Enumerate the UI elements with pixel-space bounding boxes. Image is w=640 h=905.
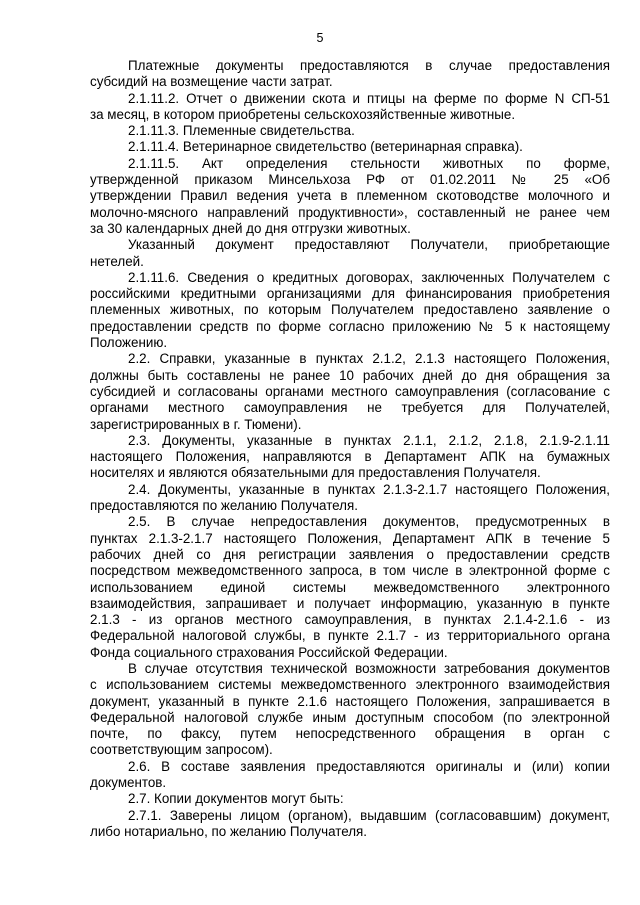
text-line: должны быть составлены не ранее 10 рабочих дней до дня обращения за [90, 367, 610, 383]
text-line: либо нотариально, по желанию Получателя. [90, 823, 368, 839]
text-line: взаимодействия, запрашивает и получает информацию, указанную в пункте [90, 595, 610, 611]
paragraph [90, 433, 610, 482]
text-line: 2.7.1. Заверены лицом (органом), выдавшим (согласовавшим) документ, [128, 807, 610, 823]
text-line: 2.1.11.6. Сведения о кредитных договорах, заключенных Получателем с [128, 269, 610, 285]
text-line: российскими кредитными организациями для финансирования приобретения [90, 286, 610, 302]
paragraph [90, 661, 610, 759]
paragraph [90, 156, 610, 237]
document-body [90, 58, 610, 840]
text-line: Фонда социального страхования Российской Федерации. [90, 644, 448, 660]
text-line: настоящего Положения, направляются в Департамент АПК на бумажных [90, 449, 610, 465]
paragraph [90, 58, 610, 91]
text-line: 2.7. Копии документов могут быть: [128, 791, 344, 807]
paragraph [90, 759, 610, 792]
text-line: 2.1.11.3. Племенные свидетельства. [128, 123, 355, 139]
paragraph [90, 351, 610, 432]
paragraph [90, 123, 610, 139]
text-line: Федеральной налоговой службе иным доступным способом (по электронной [90, 709, 610, 725]
paragraph [90, 514, 610, 661]
text-line: нетелей. [90, 253, 144, 269]
text-line: 2.5. В случае непредоставления документов, предусмотренных в [128, 514, 610, 530]
text-line: 2.1.11.5. Акт определения стельности животных по форме, [128, 155, 610, 171]
text-line: носителях и являются обязательными для предоставления Получателя. [90, 465, 541, 481]
text-line: 2.1.11.2. Отчет о движении скота и птицы на ферме по форме N СП-51 [128, 90, 610, 106]
paragraph [90, 91, 610, 124]
text-line: субсидией и согласованы органами местного самоуправления (согласование с [90, 383, 610, 399]
paragraph [90, 270, 610, 351]
paragraph [90, 791, 610, 807]
text-line: документов. [90, 775, 167, 791]
text-line: с использованием системы межведомственного электронного взаимодействия [90, 677, 610, 693]
text-line: субсидий на возмещение части затрат. [90, 74, 333, 90]
text-line: 2.4. Документы, указанные в пунктах 2.1.3-2.1.7 настоящего Положения, [128, 481, 610, 497]
text-line: за месяц, в котором приобретены сельскохозяйственные животные. [90, 106, 516, 122]
text-line: использованием единой системы межведомственного электронного [90, 579, 610, 595]
page-number: 5 [316, 31, 324, 45]
text-line: соответствующим запросом). [90, 742, 273, 758]
text-line: 2.3. Документы, указанные в пунктах 2.1.1, 2.1.2, 2.1.8, 2.1.9-2.1.11 [128, 432, 610, 448]
text-line: 2.1.11.4. Ветеринарное свидетельство (ветеринарная справка). [128, 139, 523, 155]
text-line: почте, по факсу, путем непосредственного обращения в орган с [90, 726, 610, 742]
text-line: предоставлении средств по форме согласно приложению № 5 к настоящему [90, 318, 610, 334]
text-line: племенных животных, по которым Получателем предоставлено заявление о [90, 302, 610, 318]
text-line: рабочих дней со дня регистрации заявления о предоставлении средств [90, 546, 610, 562]
text-line: Положению. [90, 335, 168, 351]
text-line: утверждении Правил ведения учета в племенном скотоводстве молочного и [90, 188, 610, 204]
text-line: зарегистрированных в г. Тюмени). [90, 416, 302, 432]
paragraph [90, 808, 610, 841]
text-line: документ, указанный в пункте 2.1.6 настоящего Положения, запрашивается в [90, 693, 610, 709]
text-line: посредством межведомственного запроса, в том числе в электронной форме с [90, 563, 610, 579]
text-line: за 30 календарных дней до дня отгрузки животных. [90, 220, 411, 236]
text-line: молочно-мясного направлений продуктивности», составленный не ранее чем [90, 204, 610, 220]
paragraph [90, 237, 610, 270]
paragraph [90, 139, 610, 155]
text-line: Платежные документы предоставляются в случае предоставления [128, 58, 610, 73]
text-line: органами местного самоуправления не требуется для Получателей, [90, 400, 610, 416]
text-line: утвержденной приказом Минсельхоза РФ от 01.02.2011 № 25 «Об [90, 172, 610, 188]
text-line: предоставляются по желанию Получателя. [90, 498, 358, 514]
text-line: Федеральной налоговой службы, в пункте 2.1.7 - из территориального органа [90, 628, 610, 644]
text-line: 2.6. В составе заявления предоставляются оригиналы и (или) копии [128, 758, 610, 774]
text-line: пунктах 2.1.3-2.1.7 настоящего Положения, Департамент АПК в течение 5 [90, 530, 610, 546]
text-line: В случае отсутствия технической возможности затребования документов [128, 660, 610, 676]
paragraph [90, 482, 610, 515]
text-line: 2.2. Справки, указанные в пунктах 2.1.2, 2.1.3 настоящего Положения, [128, 351, 610, 367]
text-line: Указанный документ предоставляют Получатели, приобретающие [128, 237, 610, 253]
text-line: 2.1.3 - из органов местного самоуправления, в пунктах 2.1.4-2.1.6 - из [90, 612, 610, 628]
